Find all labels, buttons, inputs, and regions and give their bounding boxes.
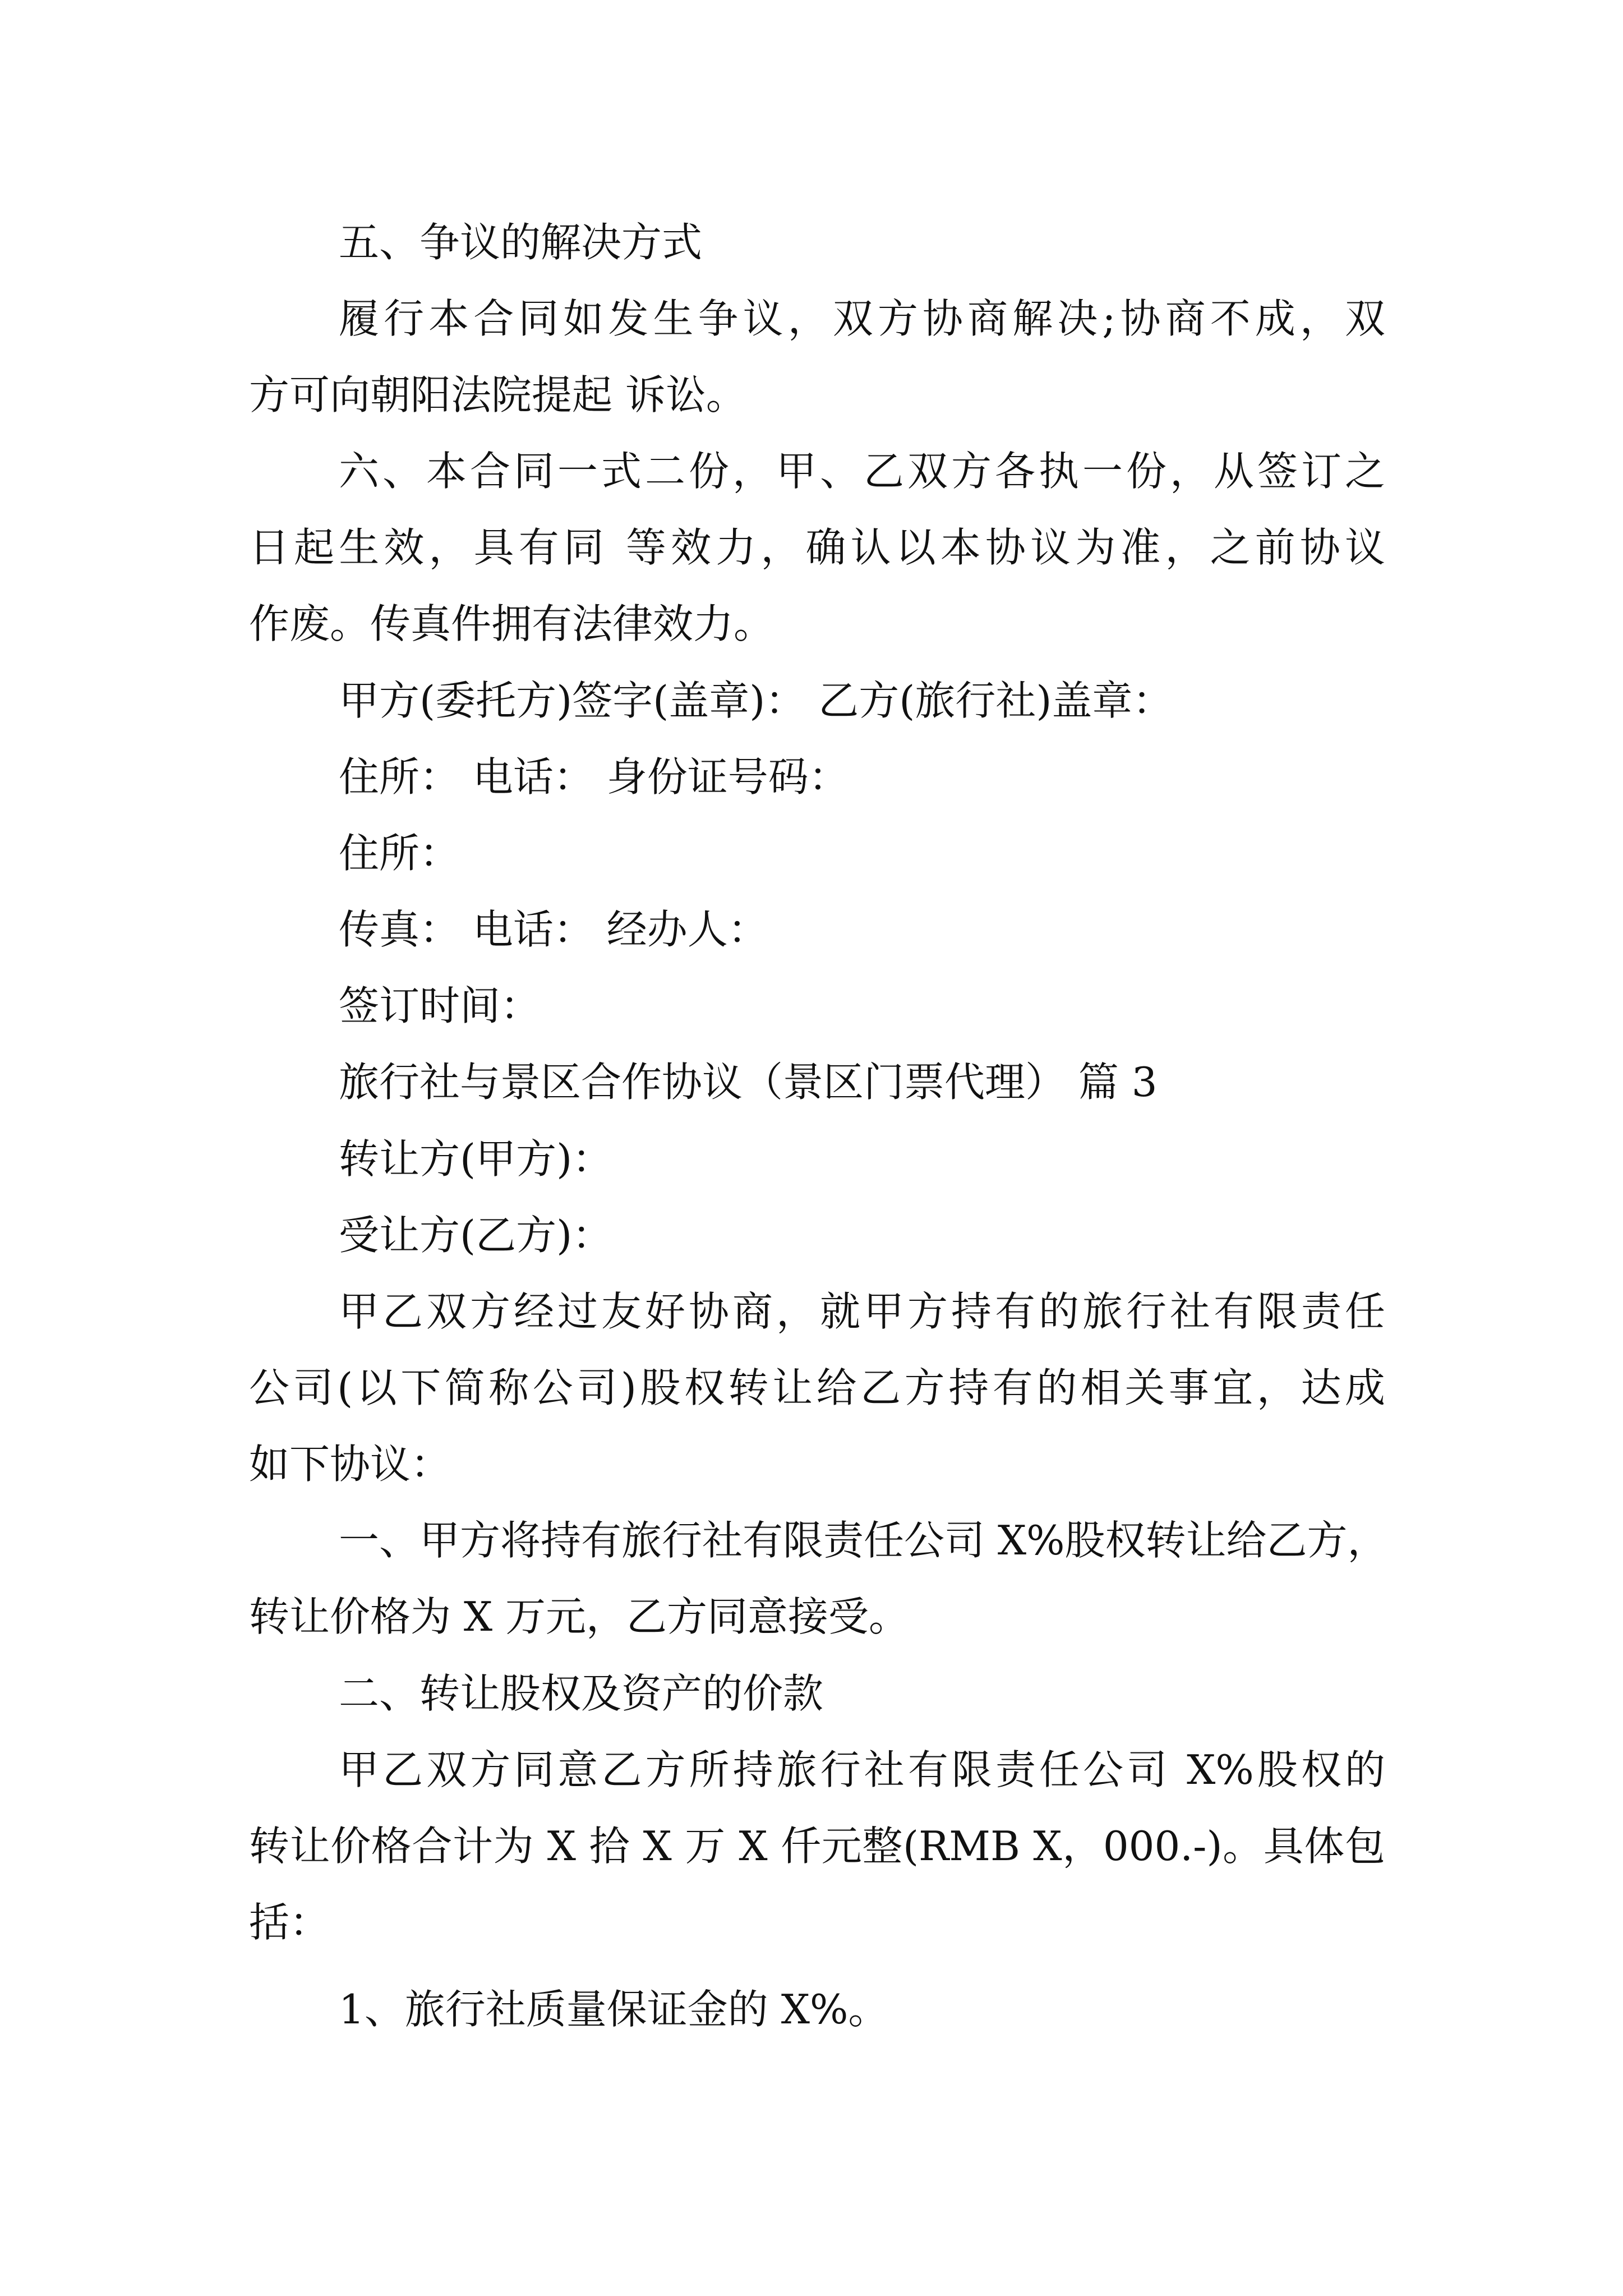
paragraph-line: 公司(以下简称公司)股权转让给乙方持有的相关事宜，达成 (249, 1364, 1385, 1411)
paragraph-line: 日起生效，具有同 等效力，确认以本协议为准，之前协议 (249, 524, 1385, 571)
paragraph-line: 作废。传真件拥有法律效力。 (249, 600, 774, 647)
fax-phone-agent-line: 传真： 电话： 经办人： (339, 906, 768, 953)
clause-two-heading: 二、转让股权及资产的价款 (339, 1670, 824, 1717)
clause-one-line: 一、甲方将持有旅行社有限责任公司 X%股权转让给乙方， (339, 1517, 1388, 1564)
transferee-line: 受让方(乙方)： (339, 1212, 613, 1259)
paragraph-line: 如下协议： (249, 1441, 451, 1488)
agreement-title: 旅行社与景区合作协议（景区门票代理） 篇 3 (339, 1059, 1158, 1106)
paragraph-line: 履行本合同如发生争议，双方协商解决;协商不成，双 (339, 295, 1385, 342)
paragraph-line: 转让价格为 X 万元，乙方同意接受。 (249, 1593, 910, 1640)
paragraph-line: 括： (249, 1899, 330, 1946)
paragraph-line: 方可向朝阳法院提起 诉讼。 (249, 371, 746, 418)
paragraph-line: 甲乙双方经过友好协商，就甲方持有的旅行社有限责任 (339, 1288, 1385, 1335)
address-line: 住所： (339, 830, 460, 877)
address-phone-id-line: 住所： 电话： 身份证号码： (339, 753, 849, 800)
section-five-heading: 五、争议的解决方式 (339, 219, 703, 266)
transferor-line: 转让方(甲方)： (339, 1135, 613, 1182)
signature-line: 甲方(委托方)签字(盖章)： 乙方(旅行社)盖章： (339, 677, 1173, 724)
paragraph-line: 转让价格合计为 X 拾 X 万 X 仟元整(RMB X，000.-)。具体包 (249, 1823, 1385, 1870)
list-item: 1、旅行社质量保证金的 X%。 (339, 1986, 889, 2033)
section-six-line: 六、本合同一式二份，甲、乙双方各执一份，从签订之 (339, 448, 1385, 495)
paragraph-line: 甲乙双方同意乙方所持旅行社有限责任公司 X%股权的 (339, 1746, 1385, 1793)
signing-date-line: 签订时间： (339, 982, 541, 1029)
